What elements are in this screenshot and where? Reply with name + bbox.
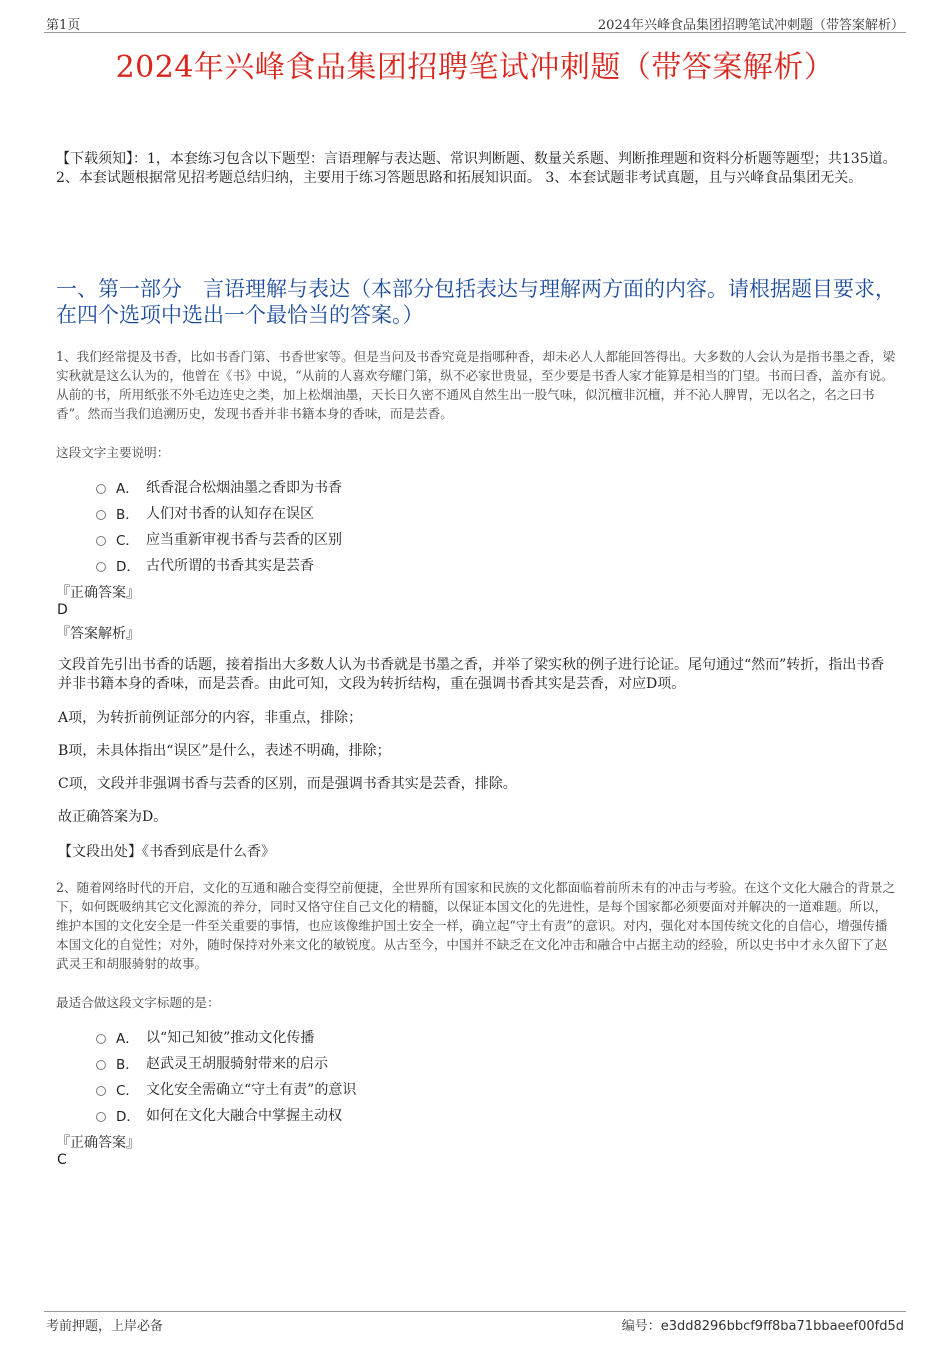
correct-answer-label: 『正确答案』 [56, 585, 140, 601]
section-heading: 一、第一部分 言语理解与表达（本部分包括表达与理解两方面的内容。请根据题目要求，在四个选项中选出一个最恰当的答案。） [56, 277, 896, 327]
option-text: 赵武灵王胡服骑射带来的启示 [146, 1056, 328, 1072]
question-2-option-d[interactable] [96, 1105, 342, 1125]
radio-icon[interactable] [96, 536, 106, 546]
option-text: 如何在文化大融合中掌握主动权 [146, 1108, 342, 1124]
question-1-option-b[interactable] [96, 503, 314, 523]
option-letter: D． [116, 559, 140, 575]
analysis-paragraph: 文段首先引出书香的话题，接着指出大多数人认为书香就是书墨之香，并举了梁实秋的例子进行论证。尾句通过“然而”转折，指出书香并非书籍本身的香味，而是芸香。由此可知，文段为转折结构，重在强调书香其实是芸香，对应D项。 [58, 657, 885, 692]
document-code [622, 1315, 904, 1334]
analysis-paragraph: A项，为转折前例证部分的内容，非重点，排除； [58, 710, 363, 726]
option-text: 人们对书香的认知存在误区 [146, 506, 314, 522]
option-text: 纸香混合松烟油墨之香即为书香 [146, 480, 342, 496]
header-divider [44, 32, 906, 33]
footer-divider [44, 1311, 906, 1312]
download-notice: 【下载须知】：1，本套练习包含以下题型：言语理解与表达题、常识判断题、数量关系题、判断推理题和资料分析题等题型；共135道。 2、本套试题根据常见招考题总结归纳，主要用于练习答题思路和拓展知识面。 3、本套试题非考试真题，且与兴峰食品集团无关。 [56, 151, 897, 186]
analysis-paragraph: C项，文段并非强调书香与芸香的区别，而是强调书香其实是芸香，排除。 [58, 776, 517, 792]
document-title: 2024年兴峰食品集团招聘笔试冲刺题（带答案解析） [115, 50, 835, 85]
footer-slogan: 考前押题，上岸必备 [46, 1319, 164, 1334]
analysis-paragraph: B项，未具体指出“误区”是什么，表述不明确，排除； [58, 743, 391, 759]
analysis-paragraph: 故正确答案为D。 [58, 809, 168, 825]
option-letter: C． [116, 533, 139, 549]
option-letter: B． [116, 507, 139, 523]
question-1-prompt: 这段文字主要说明： [56, 445, 170, 460]
option-letter: C． [116, 1083, 139, 1099]
question-1-option-a[interactable] [96, 477, 342, 497]
correct-answer-value: D [57, 602, 68, 618]
correct-answer-label: 『正确答案』 [56, 1135, 140, 1151]
radio-icon[interactable] [96, 510, 106, 520]
option-letter: D． [116, 1109, 140, 1125]
question-1-text: 1、我们经常提及书香，比如书香门第、书香世家等。但是当问及书香究竟是指哪种香，却未必人人都能回答得出。大多数的人会认为是指书墨之香，梁实秋就是这么认为的，他曾在《书》中说，“从前的人喜欢夸耀门第，纵不必家世贵显，至少要是书香人家才能算是相当的门望。书而曰香，盖亦有说。从前的书，所用纸张不外毛边连史之类，加上松烟油墨，天长日久密不通风自然生出一股气味，似沉檀非沉檀，并不沁人脾胃，无以名之，名之曰书香”。然而当我们追溯历史，发现书香并非书籍本身的香味，而是芸香。 [56, 349, 896, 421]
option-letter: A． [116, 1031, 139, 1047]
question-2-option-b[interactable] [96, 1053, 328, 1073]
radio-icon[interactable] [96, 1060, 106, 1070]
correct-answer-value: C [57, 1152, 67, 1168]
option-text: 文化安全需确立“守土有责”的意识 [146, 1082, 357, 1098]
option-text: 以“知己知彼”推动文化传播 [146, 1030, 315, 1046]
question-2-prompt: 最适合做这段文字标题的是： [56, 995, 220, 1010]
question-1-option-d[interactable] [96, 555, 314, 575]
code-label: 编号： [621, 1319, 661, 1334]
radio-icon[interactable] [96, 1112, 106, 1122]
radio-icon[interactable] [96, 484, 106, 494]
option-text: 古代所谓的书香其实是芸香 [146, 558, 314, 574]
question-2-option-c[interactable] [96, 1079, 356, 1099]
code-value: e3dd8296bbcf9ff8ba71bbaeef00fd5d [660, 1319, 904, 1334]
question-2-option-a[interactable] [96, 1027, 314, 1047]
option-letter: B． [116, 1057, 139, 1073]
radio-icon[interactable] [96, 562, 106, 572]
option-letter: A． [116, 481, 139, 497]
radio-icon[interactable] [96, 1034, 106, 1044]
passage-source: 【文段出处】《书香到底是什么香》 [58, 844, 275, 860]
running-header-title: 2024年兴峰食品集团招聘笔试冲刺题（带答案解析） [597, 18, 904, 33]
option-text: 应当重新审视书香与芸香的区别 [146, 532, 342, 548]
answer-analysis-label: 『答案解析』 [56, 626, 140, 642]
question-2-text: 2、随着网络时代的开启，文化的互通和融合变得空前便捷，全世界所有国家和民族的文化都面临着前所未有的冲击与考验。在这个文化大融合的背景之下，如何既吸纳其它文化源流的养分，同时又恪守住自己文化的精髓，以保证本国文化的先进性，是每个国家都必须要面对并解决的一道难题。所以，维护本国的文化安全是一件至关重要的事情，也应该像维护国土安全一样，确立起“守土有责”的意识。对内，强化对本国传统文化的自信心，增强传播本国文化的自觉性；对外，随时保持对外来文化的敏锐度。从古至今，中国并不缺乏在文化冲击和融合中占据主动的经验，所以史书中才永久留下了赵武灵王和胡服骑射的故事。 [56, 880, 896, 971]
radio-icon[interactable] [96, 1086, 106, 1096]
page-number: 第1页 [46, 18, 81, 33]
question-1-option-c[interactable] [96, 529, 342, 549]
